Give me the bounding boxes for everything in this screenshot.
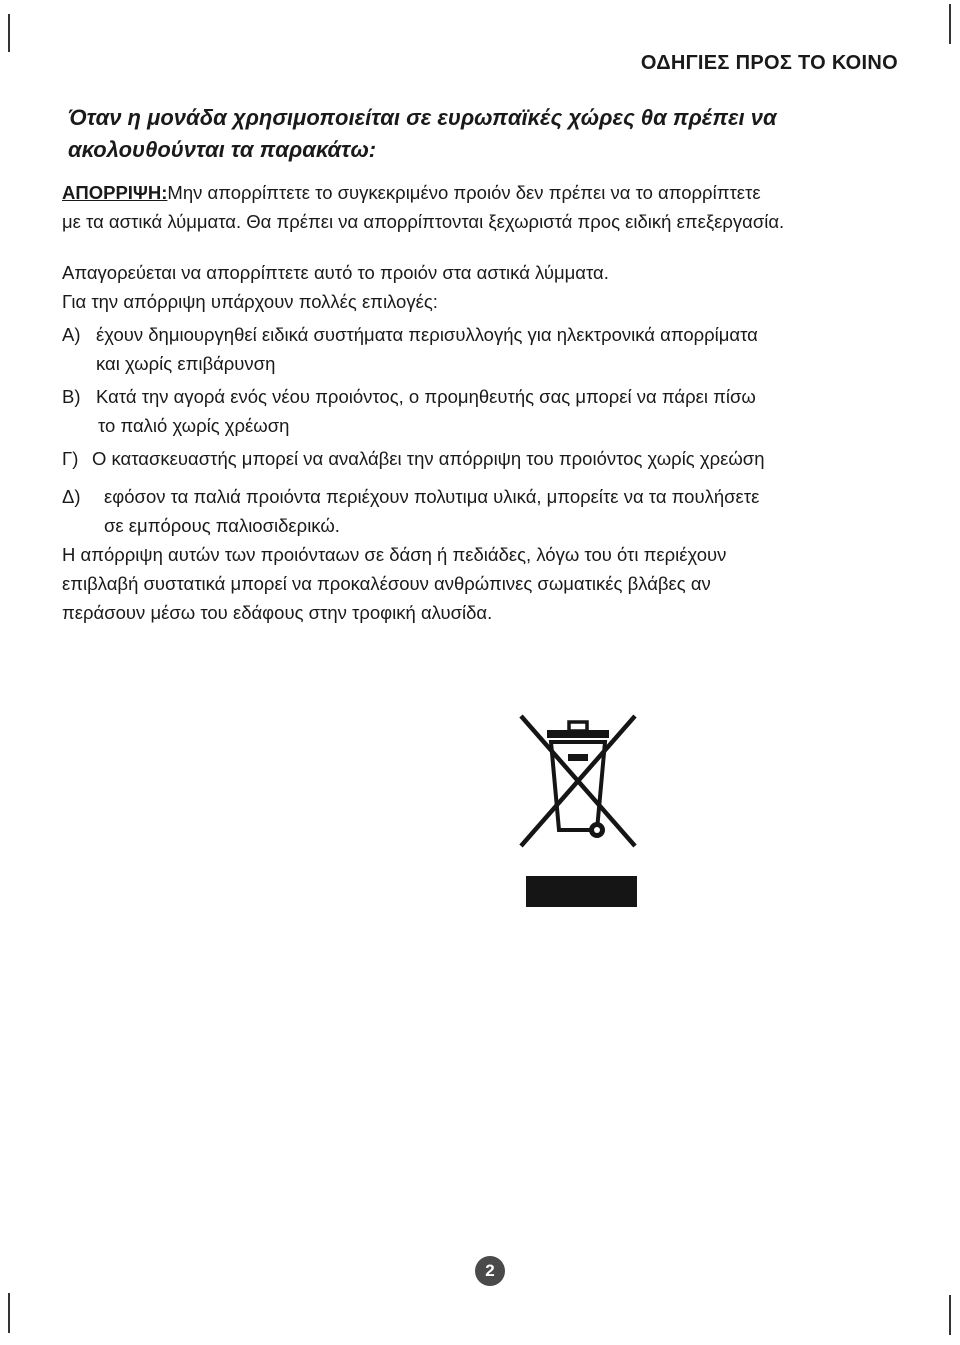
option-item-a-continuation: και χωρίς επιβάρυνση [96, 353, 276, 374]
option-item-b [62, 382, 912, 411]
intro-line-2: ακολουθούνται τα παρακάτω: [68, 137, 377, 162]
disposal-term: ΑΠΟΡΡΙΨΗ: [62, 182, 168, 203]
disposal-paragraph-line-2: με τα αστικά λύμματα. Θα πρέπει να απορρίπτονται ξεχωριστά προς ειδική επεξεργασία. [62, 211, 785, 232]
crop-mark-bottom-right-vertical [949, 1295, 951, 1335]
option-marker: B) [62, 386, 81, 407]
crop-mark-top-left-vertical [8, 14, 10, 52]
page-number-badge: 2 [475, 1256, 505, 1286]
option-marker: Δ) [62, 486, 81, 507]
option-item-d-continuation: σε εμπόρους παλιοσιδερικώ. [104, 515, 340, 536]
option-text: έχουν δημιουργηθεί ειδικά συστήματα περισυλλογής για ηλεκτρονικά απορρίματα [96, 324, 758, 345]
disposal-text-1: Μην απορρίπτετε το συγκεκριμένο προιόν δεν πρέπει να το απορρίπτετε [167, 182, 761, 203]
weee-underline-bar [526, 876, 637, 907]
option-text: Ο κατασκευαστής μπορεί να αναλάβει την απόρριψη του προιόντος χωρίς χρεώση [92, 448, 765, 469]
intro-heading [68, 102, 908, 166]
disposal-paragraph-line-1 [62, 178, 912, 207]
option-marker: A) [62, 324, 81, 345]
bin-wheel-hub [594, 827, 600, 833]
page-header-title: ΟΔΗΓΙΕΣ ΠΡΟΣ ΤΟ ΚΟΙΝΟ [640, 52, 898, 74]
crop-mark-bottom-left-vertical [8, 1293, 10, 1333]
prohibition-text: Απαγορεύεται να απορρίπτετε αυτό το προιόν στα αστικά λύμματα. [62, 262, 609, 283]
option-text: Κατά την αγορά ενός νέου προιόντος, ο προμηθευτής σας μπορεί να πάρει πίσω [96, 386, 756, 407]
warning-line-3: περάσουν μέσω του εδάφους στην τροφική αλυσίδα. [62, 602, 493, 623]
option-marker: Γ) [62, 448, 79, 469]
intro-line-1: Όταν η μονάδα χρησιμοποιείται σε ευρωπαϊκές χώρες θα πρέπει να [68, 105, 777, 130]
options-intro-text: Για την απόρριψη υπάρχουν πολλές επιλογές: [62, 291, 438, 312]
crossed-out-wheelie-bin-icon [513, 712, 643, 850]
option-item-c [62, 444, 912, 473]
bin-label [568, 754, 588, 761]
warning-line-2: επιβλαβή συστατικά μπορεί να προκαλέσουν ανθρώπινες σωματικές βλάβες αν [62, 573, 711, 594]
warning-line-1: Η απόρριψη αυτών των προιόνταων σε δάση ή πεδιάδες, λόγω του ότι περιέχουν [62, 544, 727, 565]
crop-mark-top-right-vertical [949, 4, 951, 44]
option-item-d [62, 482, 912, 511]
document-body [62, 178, 912, 627]
bin-lid-handle [569, 722, 587, 731]
option-text: εφόσον τα παλιά προιόντα περιέχουν πολυτιμα υλικά, μπορείτε να τα πουλήσετε [104, 486, 760, 507]
option-item-b-continuation: το παλιό χωρίς χρέωση [98, 415, 290, 436]
option-item-a [62, 320, 912, 349]
